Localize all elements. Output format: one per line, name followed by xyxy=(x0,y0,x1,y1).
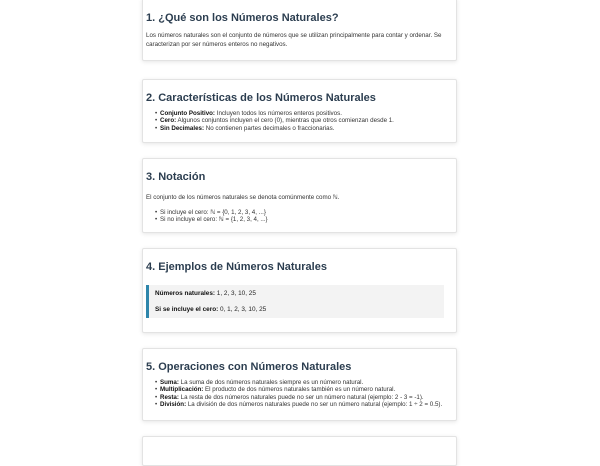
item-label: Suma: xyxy=(160,379,179,386)
section-title: 1. ¿Qué son los Números Naturales? xyxy=(146,12,339,24)
item-text: La suma de dos números naturales siempre es un número natural. xyxy=(178,379,364,386)
section-title: 4. Ejemplos de Números Naturales xyxy=(146,261,327,273)
section-card-definition xyxy=(142,0,457,61)
item-text: La resta de dos números naturales puede no ser un número natural (ejemplo: 2 - 3 = -1). xyxy=(178,393,424,401)
list-item xyxy=(160,379,444,386)
item-label: División: xyxy=(160,401,187,409)
operations-list xyxy=(146,379,444,409)
item-text: La división de dos números naturales puede no ser un número natural (ejemplo: 1 ÷ 2 = 0.5). xyxy=(186,401,443,409)
list-item: • Si no incluye el cero: ℕ = {1, 2, 3, 4, ...} xyxy=(160,216,444,223)
list-item: • Si incluye el cero: ℕ = {0, 1, 2, 3, 4, ...} xyxy=(160,209,444,216)
item-label: Multiplicación: xyxy=(160,386,204,394)
section-paragraph: Los números naturales son el conjunto de números que se utilizan principalmente para contar y ordenar. Se xyxy=(146,32,442,39)
example-value: 1, 2, 3, 10, 25 xyxy=(215,290,256,297)
example-line xyxy=(155,305,438,314)
section-card-notation xyxy=(142,158,457,233)
characteristics-list xyxy=(146,110,444,132)
examples-box xyxy=(146,285,444,318)
item-label: Sin Decimales: xyxy=(160,124,205,132)
section-title: 5. Operaciones con Números Naturales xyxy=(146,361,352,373)
list-item xyxy=(160,110,444,117)
item-text: Incluyen todos los números enteros positivos. xyxy=(215,110,342,117)
example-line xyxy=(155,289,438,298)
list-item xyxy=(160,125,444,132)
list-item xyxy=(160,394,444,401)
item-text: Algunos conjuntos incluyen el cero (0), mientras que otros comienzan desde 1. xyxy=(176,117,394,125)
example-value: 0, 1, 2, 3, 10, 25 xyxy=(218,306,267,313)
section-paragraph: El conjunto de los números naturales se denota comúnmente como ℕ. xyxy=(146,194,340,201)
item-label: Resta: xyxy=(160,393,179,401)
list-item xyxy=(160,386,444,393)
section-card-examples xyxy=(142,248,457,333)
section-title: 2. Características de los Números Naturales xyxy=(146,92,376,104)
item-label: Cero: xyxy=(160,117,177,125)
notation-list xyxy=(146,209,444,224)
list-item xyxy=(160,401,444,408)
example-label: Si se incluye el cero: xyxy=(155,306,219,313)
section-card-next xyxy=(142,436,457,466)
example-label: Números naturales: xyxy=(155,290,216,297)
section-paragraph: caracterizan por ser números enteros no negativos. xyxy=(146,41,288,48)
section-title: 3. Notación xyxy=(146,171,206,183)
list-item xyxy=(160,117,444,124)
item-label: Conjunto Positivo: xyxy=(160,110,215,117)
item-text: No contienen partes decimales o fraccionarias. xyxy=(204,124,335,132)
item-text: El producto de dos números naturales también es un número natural. xyxy=(203,386,396,394)
section-card-operations xyxy=(142,348,457,421)
section-card-characteristics xyxy=(142,79,457,143)
